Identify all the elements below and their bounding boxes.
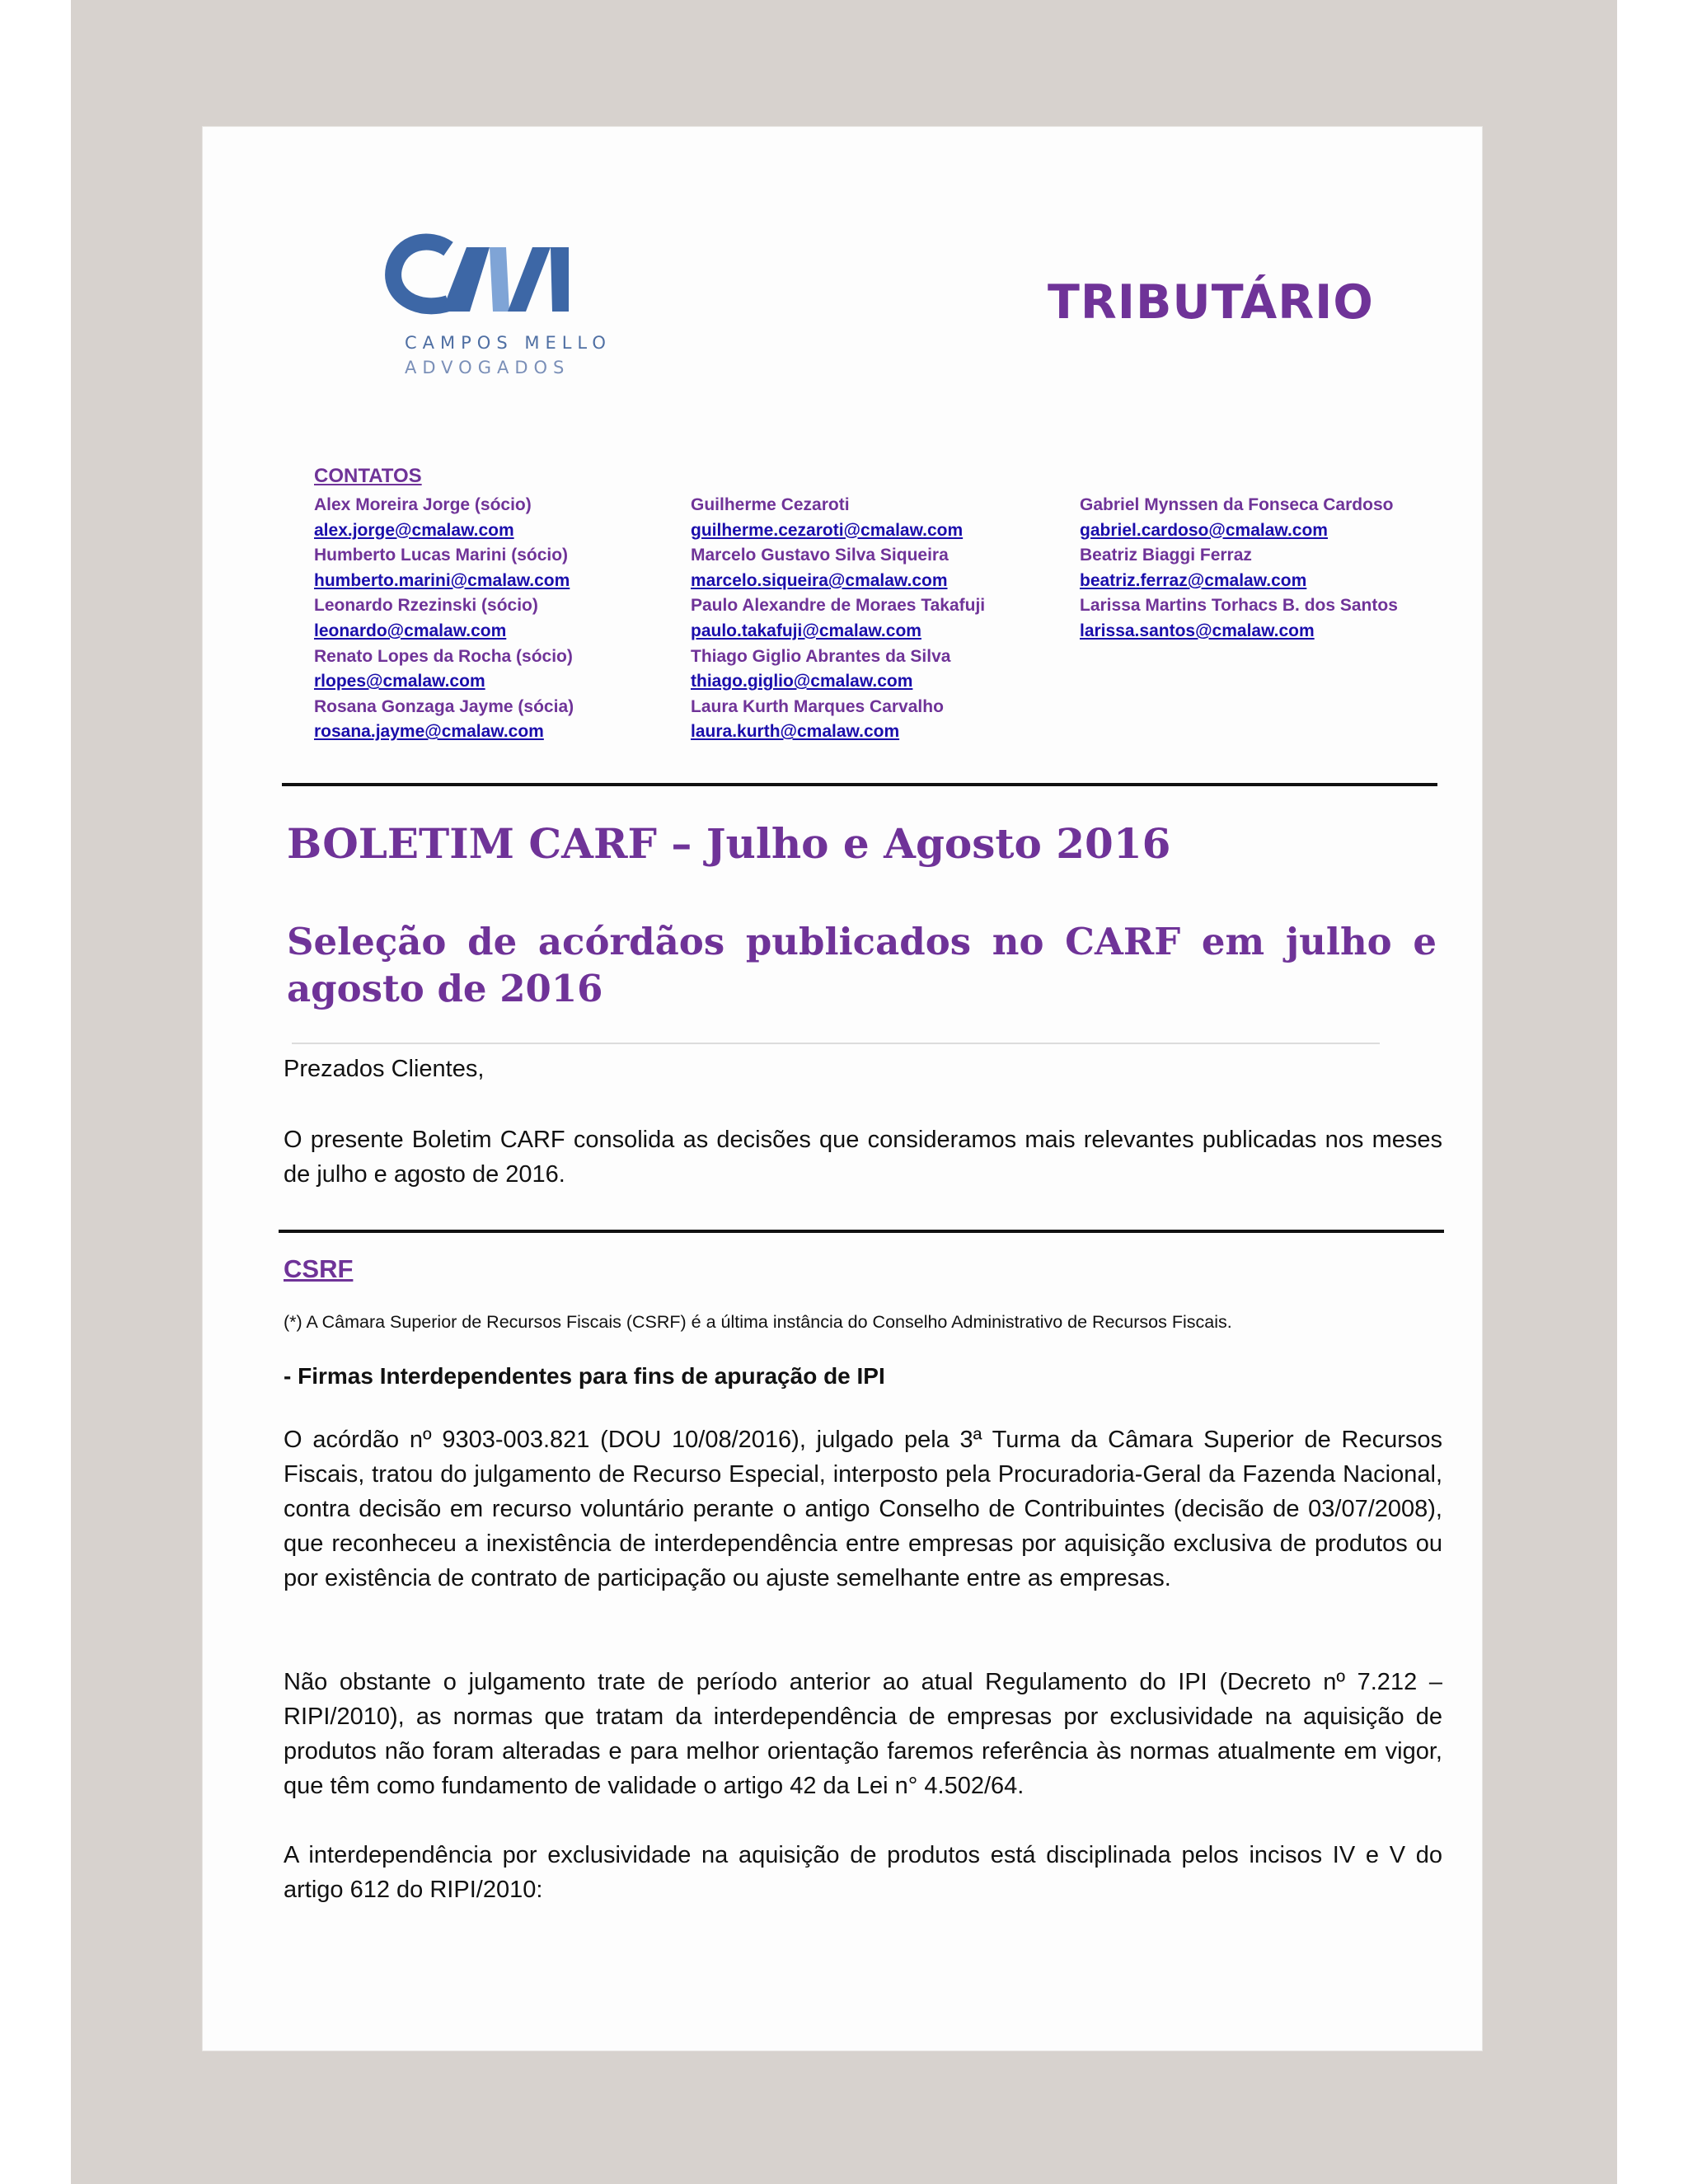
body-paragraph: Não obstante o julgamento trate de período anterior ao atual Regulamento do IPI (Decreto nº 7.212 – RIPI/2010), as normas que tratam da interdependência de empresas por exclusividade na aquisição de produtos não foram alteradas e para melhor orientação faremos referência às normas atualmente em vigor, que têm como fundamento de validade o artigo 42 da Lei n° 4.502/64.	[284, 1669, 1442, 1799]
divider	[279, 1230, 1444, 1233]
contact-email-link[interactable]: marcelo.siqueira@cmalaw.com	[691, 570, 948, 590]
contact-email-link[interactable]: larissa.santos@cmalaw.com	[1080, 621, 1315, 640]
contact-name: Rosana Gonzaga Jayme (sócia)	[314, 696, 574, 716]
contact-email-link[interactable]: rosana.jayme@cmalaw.com	[314, 722, 544, 742]
contact-name: Laura Kurth Marques Carvalho	[691, 696, 944, 716]
contacts-column-3	[1080, 493, 1398, 644]
contact-name: Humberto Lucas Marini (sócio)	[314, 546, 569, 565]
contact-name: Alex Moreira Jorge (sócio)	[314, 495, 532, 514]
divider	[282, 783, 1437, 786]
contact-email-link[interactable]: thiago.giglio@cmalaw.com	[691, 672, 913, 691]
contact-email-link[interactable]: alex.jorge@cmalaw.com	[314, 520, 514, 540]
topic-heading: - Firmas Interdependentes para fins de apuração de IPI	[284, 1363, 885, 1389]
section-title: TRIBUTÁRIO	[1048, 275, 1374, 330]
body-paragraph: A interdependência por exclusividade na aquisição de produtos está disciplinada pelos incisos IV e V do artigo 612 do RIPI/2010:	[284, 1842, 1442, 1903]
intro-paragraph: O presente Boletim CARF consolida as decisões que consideramos mais relevantes publicadas nos meses de julho e agosto de 2016.	[284, 1127, 1442, 1188]
page-frame	[71, 0, 1617, 2184]
contact-name: Paulo Alexandre de Moraes Takafuji	[691, 596, 986, 616]
contact-name: Renato Lopes da Rocha (sócio)	[314, 646, 573, 666]
document-page	[203, 127, 1482, 2050]
contacts-column-2	[691, 493, 985, 745]
bulletin-title: BOLETIM CARF – Julho e Agosto 2016	[287, 819, 1171, 868]
contact-name: Guilherme Cezaroti	[691, 495, 850, 514]
contact-email-link[interactable]: rlopes@cmalaw.com	[314, 672, 485, 691]
greeting-text: Prezados Clientes,	[284, 1056, 485, 1082]
contact-email-link[interactable]: beatriz.ferraz@cmalaw.com	[1080, 570, 1307, 590]
contact-email-link[interactable]: gabriel.cardoso@cmalaw.com	[1080, 520, 1328, 540]
contact-name: Leonardo Rzezinski (sócio)	[314, 596, 538, 616]
campos-mello-logo	[384, 231, 763, 404]
contact-email-link[interactable]: laura.kurth@cmalaw.com	[691, 722, 900, 742]
contact-name: Beatriz Biaggi Ferraz	[1080, 546, 1252, 565]
body-paragraph: O acórdão nº 9303-003.821 (DOU 10/08/2016), julgado pela 3ª Turma da Câmara Superior de Recursos Fiscais, tratou do julgamento de Recurso Especial, interposto pela Procuradoria-Geral da Fazenda Nacional, contra decisão em recurso voluntário perante o antigo Conselho de Contribuintes (decisão de 03/07/2008), que reconheceu a inexistência de interdependência entre empresas por aquisição exclusiva de produtos ou por existência de contrato de participação ou ajuste semelhante entre as empresas.	[284, 1427, 1442, 1591]
bulletin-subtitle: Seleção de acórdãos publicados no CARF em julho e agosto de 2016	[287, 920, 1437, 1010]
contacts-column-1	[314, 493, 574, 745]
logo-firm-subtitle: ADVOGADOS	[405, 358, 570, 377]
contact-name: Marcelo Gustavo Silva Siqueira	[691, 546, 949, 565]
contact-name: Thiago Giglio Abrantes da Silva	[691, 646, 951, 666]
contact-email-link[interactable]: humberto.marini@cmalaw.com	[314, 570, 570, 590]
logo-firm-name: CAMPOS MELLO	[405, 333, 612, 353]
contacts-heading: CONTATOS	[314, 465, 422, 487]
contact-email-link[interactable]: leonardo@cmalaw.com	[314, 621, 507, 640]
contact-email-link[interactable]: paulo.takafuji@cmalaw.com	[691, 621, 921, 640]
contact-name: Larissa Martins Torhacs B. dos Santos	[1080, 596, 1398, 616]
contact-name: Gabriel Mynssen da Fonseca Cardoso	[1080, 495, 1394, 514]
csrf-footnote: (*) A Câmara Superior de Recursos Fiscais (CSRF) é a última instância do Conselho Administrativo de Recursos Fiscais.	[284, 1312, 1232, 1332]
csrf-heading: CSRF	[284, 1254, 354, 1283]
contact-email-link[interactable]: guilherme.cezaroti@cmalaw.com	[691, 520, 964, 540]
divider	[292, 1043, 1380, 1044]
cm-monogram-icon	[384, 231, 763, 321]
